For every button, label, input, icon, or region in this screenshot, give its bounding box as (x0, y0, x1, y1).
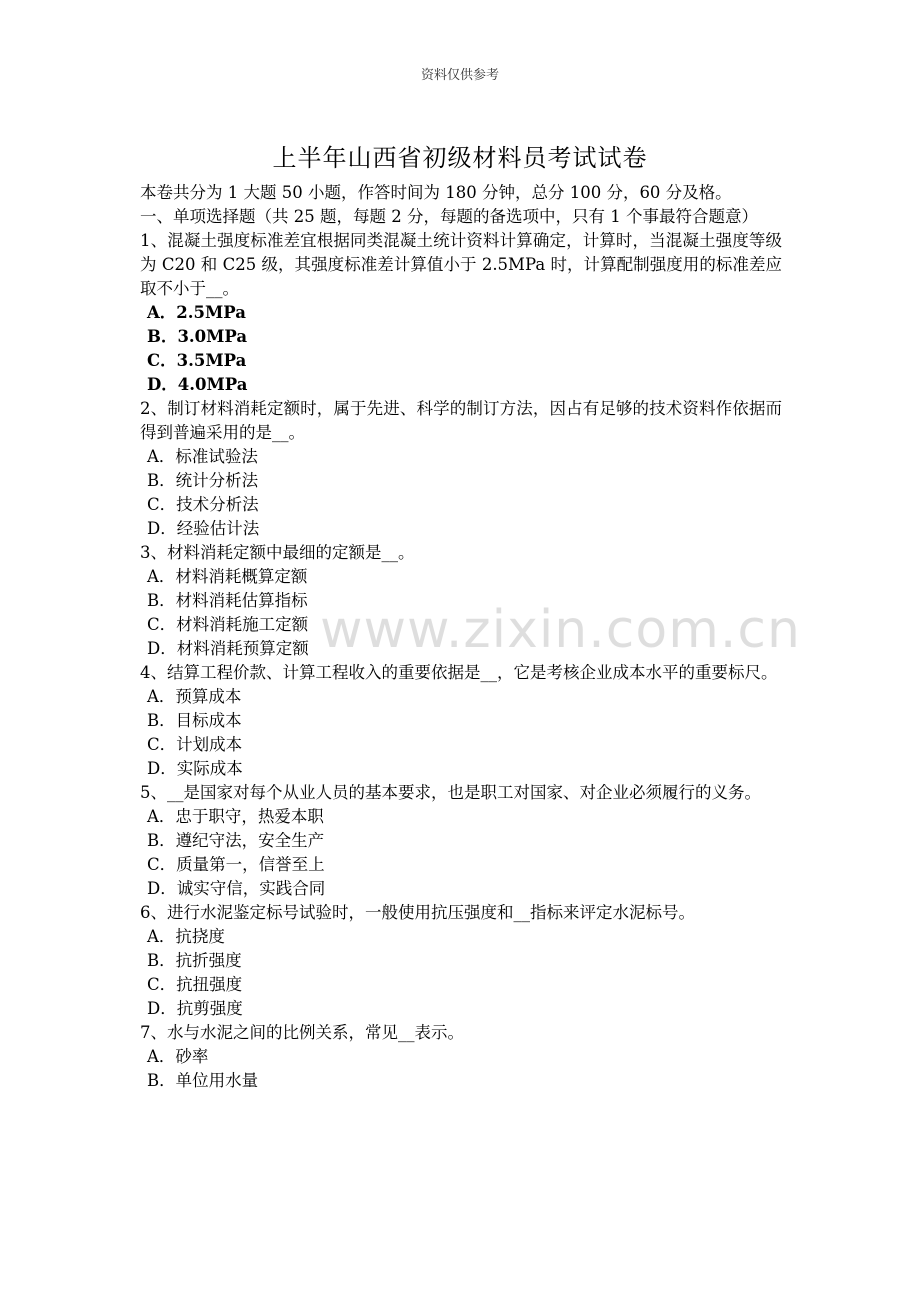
question-option: B．3.0MPa (147, 327, 248, 346)
page-header: 资料仅供参考 (420, 68, 499, 83)
question-3 (140, 541, 782, 661)
question-option: C．3.5MPa (147, 351, 247, 370)
question-option: C．技术分析法 (147, 495, 259, 514)
question-option: A．预算成本 (147, 687, 242, 706)
question-option: C．材料消耗施工定额 (147, 615, 309, 634)
question-option: B．材料消耗估算指标 (147, 591, 308, 610)
question-option: D．抗剪强度 (147, 999, 243, 1018)
question-option: A．抗挠度 (147, 927, 225, 946)
exam-intro: 本卷共分为 1 大题 50 小题，作答时间为 180 分钟，总分 100 分，60 分及格。 (140, 183, 732, 202)
question-stem: 4、结算工程价款、计算工程收入的重要依据是__，它是考核企业成本水平的重要标尺。 (140, 663, 778, 682)
question-option: D．经验估计法 (147, 519, 260, 538)
question-option: D．4.0MPa (147, 375, 248, 394)
question-7 (140, 1021, 782, 1093)
question-option: B．单位用水量 (147, 1071, 259, 1090)
question-option: C．抗扭强度 (147, 975, 243, 994)
question-option: B．遵纪守法，安全生产 (147, 831, 325, 850)
question-stem: 2、制订材料消耗定额时，属于先进、科学的制订方法，因占有足够的技术资料作依据而得到普遍采用的是__。 (140, 399, 782, 442)
question-option: C．质量第一，信誉至上 (147, 855, 325, 874)
question-option: A．标准试验法 (147, 447, 258, 466)
question-stem: 1、混凝土强度标准差宜根据同类混凝土统计资料计算确定，计算时，当混凝土强度等级为 C20 和 C25 级，其强度标准差计算值小于 2.5MPa 时，计算配制强度用的标准差应取不小于__。 (140, 231, 782, 298)
question-option: D．诚实守信，实践合同 (147, 879, 326, 898)
question-option: C．计划成本 (147, 735, 243, 754)
question-4 (140, 661, 782, 781)
question-option: A．材料消耗概算定额 (147, 567, 308, 586)
question-stem: 7、水与水泥之间的比例关系，常见__表示。 (140, 1023, 464, 1042)
question-option: B．统计分析法 (147, 471, 259, 490)
question-1 (140, 229, 782, 397)
question-stem: 3、材料消耗定额中最细的定额是__。 (140, 543, 415, 562)
question-stem: 6、进行水泥鉴定标号试验时，一般使用抗压强度和__指标来评定水泥标号。 (140, 903, 695, 922)
question-option: B．目标成本 (147, 711, 242, 730)
watermark: www.zixin.com.cn (320, 600, 801, 660)
question-5 (140, 781, 782, 901)
exam-title: 上半年山西省初级材料员考试试卷 (272, 144, 648, 172)
exam-content (140, 181, 782, 1093)
question-6 (140, 901, 782, 1021)
question-option: D．材料消耗预算定额 (147, 639, 309, 658)
question-option: D．实际成本 (147, 759, 243, 778)
question-2 (140, 397, 782, 541)
question-option: A．砂率 (147, 1047, 209, 1066)
section-heading: 一、单项选择题（共 25 题，每题 2 分，每题的备选项中，只有 1 个事最符合题意） (140, 207, 758, 226)
question-option: A．忠于职守，热爱本职 (147, 807, 324, 826)
question-stem: 5、__是国家对每个从业人员的基本要求，也是职工对国家、对企业必须履行的义务。 (140, 783, 761, 802)
question-option: B．抗折强度 (147, 951, 242, 970)
question-option: A．2.5MPa (147, 303, 246, 322)
